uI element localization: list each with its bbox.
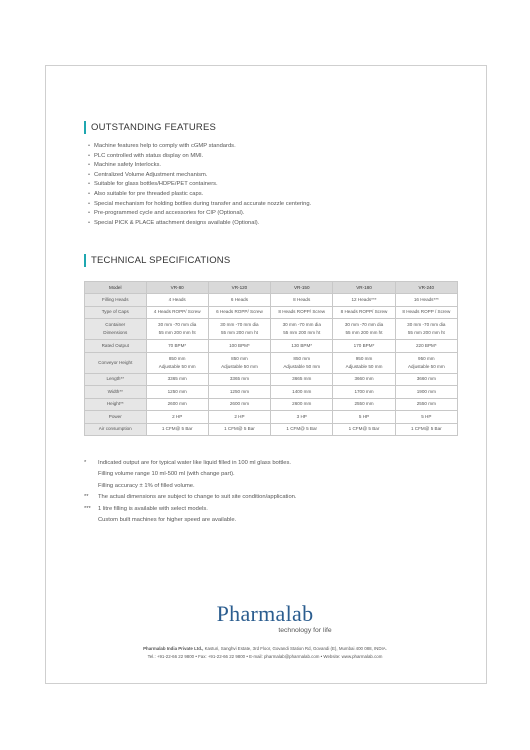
table-cell bbox=[208, 306, 270, 319]
cell-text: 55 mm 200 mm ht bbox=[220, 330, 258, 335]
table-cell bbox=[208, 294, 270, 307]
cell-text: 100 BPM* bbox=[229, 342, 250, 348]
table-cell bbox=[271, 398, 333, 411]
cell-text: Adjustable 50 mm bbox=[221, 363, 258, 369]
cell-text: 55 mm 200 mm ht bbox=[283, 330, 321, 335]
table-header-cell: VR-240 bbox=[395, 282, 457, 294]
table-row bbox=[85, 306, 458, 319]
cell-text: 2600 mm bbox=[167, 401, 187, 407]
company-name: Pharmalab India Private Ltd., bbox=[143, 646, 204, 651]
table-cell bbox=[395, 423, 457, 436]
footnote-marker: *** bbox=[84, 505, 91, 512]
table-row bbox=[85, 423, 458, 436]
table-cell bbox=[271, 294, 333, 307]
cell-text: 2600 mm bbox=[292, 401, 312, 407]
table-cell bbox=[146, 352, 208, 373]
table-cell bbox=[208, 319, 270, 340]
features-heading bbox=[84, 121, 216, 134]
table-cell bbox=[333, 423, 395, 436]
cell-text: 850 mm bbox=[168, 355, 186, 361]
cell-text: 2550 mm bbox=[354, 401, 374, 407]
footnote-marker: * bbox=[84, 460, 87, 466]
table-cell bbox=[208, 386, 270, 399]
table-cell bbox=[333, 319, 395, 340]
footnote bbox=[84, 504, 464, 515]
table-cell bbox=[395, 352, 457, 373]
row-label-text: Container bbox=[105, 322, 126, 328]
table-cell bbox=[395, 386, 457, 399]
row-label bbox=[85, 352, 147, 373]
cell-text: 1900 mm bbox=[416, 388, 436, 394]
table-cell bbox=[271, 340, 333, 353]
cell-text: 6 Heads bbox=[230, 296, 249, 302]
brand-logo: Pharmalab bbox=[216, 601, 314, 626]
table-header-row bbox=[85, 282, 458, 294]
cell-text: 2600 mm bbox=[229, 401, 250, 407]
cell-text: 3660 mm bbox=[354, 376, 374, 382]
feature-item: • Centralized Volume Adjustment mechanism. bbox=[88, 171, 468, 181]
table-cell bbox=[333, 294, 395, 307]
table-header-cell: VR-80 bbox=[146, 282, 208, 294]
specifications-table bbox=[84, 281, 458, 436]
cell-text: 1 CFM@ 5 Bar bbox=[224, 426, 255, 432]
table-header-cell: VR-180 bbox=[333, 282, 395, 294]
cell-text: 8 Heads ROPP/ Screw bbox=[278, 309, 326, 315]
cell-text: 4 Heads ROPP/ Screw bbox=[153, 309, 201, 315]
cell-text: 2 HP bbox=[172, 413, 183, 419]
row-label-text: Rated Output bbox=[101, 342, 129, 348]
table-cell bbox=[395, 398, 457, 411]
table-cell bbox=[333, 352, 395, 373]
brand-tagline: technology for life bbox=[278, 627, 332, 634]
row-label bbox=[85, 319, 147, 340]
row-label-text: Type of Caps bbox=[101, 309, 129, 315]
specs-title: TECHNICAL SPECIFICATIONS bbox=[91, 255, 231, 266]
table-cell bbox=[333, 398, 395, 411]
row-label-text: Length** bbox=[106, 376, 125, 382]
cell-text: 8 Heads bbox=[293, 296, 311, 302]
row-label bbox=[85, 398, 147, 411]
row-label-text: Dimensions bbox=[103, 330, 128, 335]
table-cell bbox=[208, 340, 270, 353]
table-cell bbox=[271, 352, 333, 373]
features-title: OUTSTANDING FEATURES bbox=[91, 122, 217, 133]
footnote bbox=[84, 492, 464, 503]
table-cell bbox=[146, 386, 208, 399]
cell-text: 55 mm 200 mm ht bbox=[345, 330, 383, 335]
cell-text: Adjustable 50 mm bbox=[407, 363, 445, 369]
table-cell bbox=[146, 340, 208, 353]
footnote bbox=[84, 481, 464, 492]
cell-text: Adjustable 50 mm bbox=[283, 363, 321, 369]
address-line-1 bbox=[0, 646, 530, 651]
feature-item: • Special mechanism for holding bottles during transfer and accurate nozzle centering. bbox=[88, 200, 468, 210]
cell-text: 3665 mm bbox=[292, 376, 312, 382]
feature-item: • Special PICK & PLACE attachment designs available (Optional). bbox=[88, 219, 468, 229]
footnote-text: Indicated output are for typical water like liquid filled in 100 ml glass bottles. bbox=[98, 460, 292, 466]
row-label bbox=[85, 373, 147, 386]
heading-accent-bar bbox=[84, 121, 86, 134]
table-cell bbox=[333, 373, 395, 386]
cell-text: 1700 mm bbox=[354, 388, 374, 394]
table-cell bbox=[271, 411, 333, 424]
table-cell bbox=[395, 294, 457, 307]
row-label-text: Filling Heads bbox=[101, 296, 129, 302]
footnote bbox=[84, 469, 464, 480]
cell-text: 12 Heads*** bbox=[351, 296, 377, 302]
footnote-text: The actual dimensions are subject to change to suit site condition/application. bbox=[98, 494, 297, 501]
table-header-cell: VR-150 bbox=[271, 282, 333, 294]
cell-text: 8 Heads ROPP / Screw bbox=[402, 309, 451, 315]
footnote-text: Custom built machines for higher speed are available. bbox=[98, 517, 237, 524]
table-cell bbox=[146, 411, 208, 424]
table-cell bbox=[146, 423, 208, 436]
table-cell bbox=[395, 411, 457, 424]
table-cell bbox=[271, 319, 333, 340]
address-text: Kasturi, Sanghvi Estate, 3rd Floor, Govandi Station Rd, Govandi (E), Mumbai 400 088, INDIA. bbox=[203, 646, 387, 651]
footnotes bbox=[84, 458, 464, 526]
feature-item: • PLC controlled with status display on MMI. bbox=[88, 152, 468, 162]
table-cell bbox=[271, 386, 333, 399]
feature-item: • Machine features help to comply with cGMP standards. bbox=[88, 142, 468, 152]
table-cell bbox=[208, 411, 270, 424]
table-cell bbox=[395, 306, 457, 319]
feature-item: • Pre-programmed cycle and accessories for CIP (Optional). bbox=[88, 209, 468, 219]
cell-text: Adjustable 50 mm bbox=[345, 363, 383, 369]
footnote-marker bbox=[84, 469, 98, 480]
row-label-text: Power bbox=[108, 413, 122, 419]
cell-text: 2550 mm bbox=[416, 401, 436, 407]
cell-text: 1 CFM@ 5 Bar bbox=[348, 426, 380, 432]
cell-text: 55 mm 200 mm ht bbox=[407, 330, 445, 335]
cell-text: 220 BPM* bbox=[415, 342, 437, 348]
row-label bbox=[85, 294, 147, 307]
cell-text: 1 CFM@ 5 Bar bbox=[410, 426, 442, 432]
cell-text: 30 mm -70 mm dia bbox=[220, 322, 259, 328]
cell-text: 1250 mm bbox=[229, 388, 250, 394]
table-cell bbox=[271, 373, 333, 386]
cell-text: 1250 mm bbox=[167, 388, 187, 394]
footnote-text: 1 litre filling is available with select models. bbox=[98, 505, 208, 512]
footnote bbox=[84, 458, 464, 469]
table-cell bbox=[333, 411, 395, 424]
table-cell bbox=[271, 306, 333, 319]
cell-text: Adjustable 50 mm bbox=[158, 363, 196, 369]
table-cell bbox=[208, 423, 270, 436]
cell-text: 1400 mm bbox=[292, 388, 312, 394]
table-cell bbox=[146, 319, 208, 340]
cell-text: 3365 mm bbox=[167, 376, 187, 382]
table-cell bbox=[208, 398, 270, 411]
table-cell bbox=[333, 386, 395, 399]
cell-text: 3660 mm bbox=[416, 376, 436, 382]
features-list bbox=[88, 142, 468, 228]
row-label-text: Air consumption bbox=[98, 426, 132, 432]
cell-text: 30 mm -70 mm dia bbox=[407, 322, 446, 328]
row-label bbox=[85, 423, 147, 436]
feature-item: • Suitable for glass bottles/HDPE/PET containers. bbox=[88, 180, 468, 190]
table-cell bbox=[208, 352, 270, 373]
cell-text: 2 HP bbox=[234, 413, 245, 419]
table-cell bbox=[146, 306, 208, 319]
cell-text: 6 Heads ROPP/ Screw bbox=[216, 309, 263, 315]
cell-text: 950 mm bbox=[418, 355, 435, 361]
footnote-text: Filling volume range 10 ml-500 ml (with change part). bbox=[98, 471, 235, 478]
table-row bbox=[85, 319, 458, 340]
cell-text: 16 Heads*** bbox=[413, 296, 439, 302]
cell-text: 30 mm -70 mm dia bbox=[344, 322, 384, 328]
cell-text: 170 BPM* bbox=[353, 342, 375, 348]
feature-item: • Machine safety Interlocks. bbox=[88, 161, 468, 171]
table-cell bbox=[395, 340, 457, 353]
cell-text: 30 mm -70 mm dia bbox=[158, 322, 197, 328]
cell-text: 30 mm -70 mm dia bbox=[282, 322, 321, 328]
cell-text: 5 HP bbox=[358, 413, 370, 419]
contact-line: Tel.: +91-22-66 22 9800 • Fax: +91-22-66 22 9800 • E-mail: pharmalab@pharmalab.com • Website: www.pharmalab.com bbox=[147, 654, 383, 659]
table-row bbox=[85, 411, 458, 424]
cell-text: 4 Heads bbox=[168, 296, 186, 302]
table-cell bbox=[271, 423, 333, 436]
table-cell bbox=[146, 373, 208, 386]
table-cell bbox=[333, 306, 395, 319]
table-header-cell: VR-120 bbox=[208, 282, 270, 294]
row-label-text: Height** bbox=[106, 401, 124, 407]
table-cell bbox=[395, 373, 457, 386]
heading-accent-bar bbox=[84, 254, 86, 267]
cell-text: 1 CFM@ 5 Bar bbox=[286, 426, 318, 432]
footnote-marker: ** bbox=[84, 494, 89, 501]
footnote-text: Filling accuracy ± 1% of filled volume. bbox=[98, 482, 195, 489]
table-cell bbox=[333, 340, 395, 353]
row-label-text: Width** bbox=[107, 388, 123, 394]
table-cell bbox=[208, 373, 270, 386]
table-row bbox=[85, 294, 458, 307]
row-label bbox=[85, 306, 147, 319]
table-cell bbox=[395, 319, 457, 340]
cell-text: 950 mm bbox=[355, 355, 373, 361]
table-row bbox=[85, 398, 458, 411]
cell-text: 8 Heads ROPP/ Screw bbox=[340, 309, 388, 315]
footnote bbox=[84, 515, 464, 526]
table-row bbox=[85, 340, 458, 353]
table-row bbox=[85, 352, 458, 373]
table-cell bbox=[146, 398, 208, 411]
cell-text: 55 mm 200 mm ht bbox=[158, 330, 196, 335]
cell-text: 70 BPM* bbox=[168, 342, 187, 348]
cell-text: 5 HP bbox=[421, 413, 432, 419]
table-row bbox=[85, 373, 458, 386]
row-label-text: Conveyor Height bbox=[98, 359, 133, 365]
specs-heading bbox=[84, 254, 230, 267]
table-row bbox=[85, 386, 458, 399]
row-label bbox=[85, 340, 147, 353]
row-label bbox=[85, 411, 147, 424]
cell-text: 3365 mm bbox=[229, 376, 250, 382]
footnote-marker bbox=[84, 515, 98, 526]
cell-text: 1 CFM@ 5 Bar bbox=[161, 426, 193, 432]
cell-text: 850 mm bbox=[231, 355, 248, 361]
footnote-marker bbox=[84, 481, 98, 492]
cell-text: 850 mm bbox=[293, 355, 311, 361]
cell-text: 3 HP bbox=[296, 413, 307, 419]
cell-text: 130 BPM* bbox=[291, 342, 313, 348]
table-cell bbox=[146, 294, 208, 307]
feature-item: • Also suitable for pre threaded plastic caps. bbox=[88, 190, 468, 200]
table-header-cell: Model bbox=[85, 282, 147, 294]
row-label bbox=[85, 386, 147, 399]
